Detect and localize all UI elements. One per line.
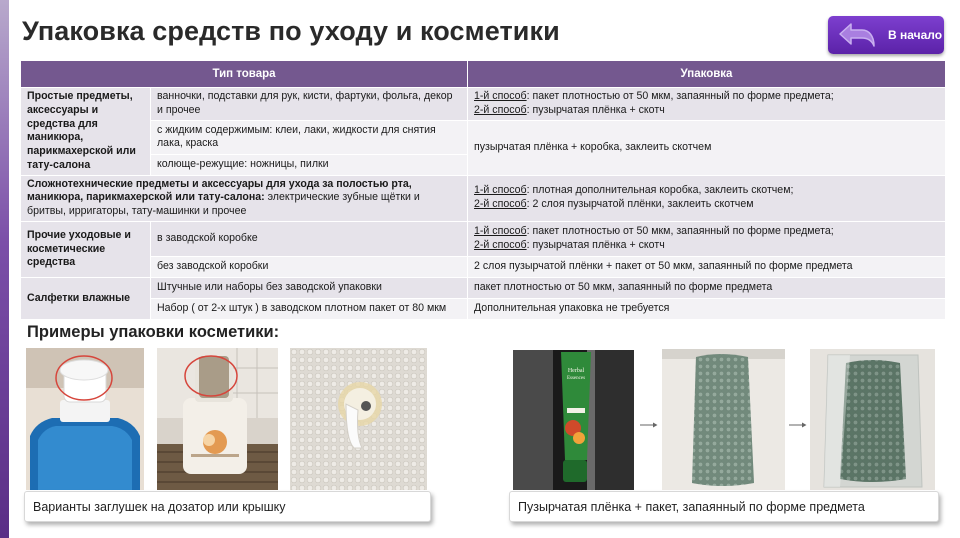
packaging-cell [468,221,946,256]
packaging-table [20,60,946,320]
subtype-cell: колюще-режущие: ножницы, пилки [151,154,468,175]
method-text: : пузырчатая плёнка + скотч [526,104,665,116]
caption-left: Варианты заглушек на дозатор или крышку [24,491,431,522]
table-row [21,221,946,256]
method-label: 1-й способ [474,184,527,197]
packaging-cell [468,175,946,221]
category-bold: Сложнотехнические предметы и аксессуары для ухода за полостью рта, маникюра, парикмахерской или тату-салона: [27,177,412,204]
header-packaging: Упаковка [468,61,946,88]
photo-tube [513,350,634,490]
packaging-cell: пакет плотностью от 50 мкм, запаянный по форме предмета [468,277,946,298]
table-row [21,277,946,298]
page-title: Упаковка средств по уходу и косметики [22,16,560,46]
photo-tube-bubble-wrap [662,349,785,490]
method-label: 1-й способ [474,90,527,103]
subtype-cell: в заводской коробке [151,221,468,256]
subtype-cell: Набор ( от 2-х штук ) в заводском плотном пакет от 80 мкм [151,298,468,319]
subtype-cell: ванночки, подставки для рук, кисти, фартуки, фольга, декор и прочее [151,88,468,121]
category-cell: Салфетки влажные [21,277,151,319]
subtype-cell: с жидким содержимым: клеи, лаки, жидкости для снятия лака, краска [151,121,468,155]
table-row [21,88,946,121]
method-label: 2-й способ [474,198,527,211]
arrow-right-icon [640,422,658,428]
category-cell: Прочие уходовые и косметические средства [21,221,151,277]
table-row [21,256,946,277]
back-arrow-icon [836,20,878,50]
method-text: : пакет плотностью от 50 мкм, запаянный по форме предмета; [526,225,834,238]
caption-right: Пузырчатая плёнка + пакет, запаянный по форме предмета [509,491,939,522]
table-header-row [21,61,946,88]
home-button-label: В начало [888,28,943,42]
method-text: : пузырчатая плёнка + скотч [526,238,665,251]
table-row [21,175,946,221]
home-button[interactable] [828,16,944,54]
examples-title: Примеры упаковки косметики: [27,323,280,341]
tube-brand-logo: Herbal [567,368,585,374]
tube-brand-logo-2: Essences [566,376,586,381]
method-label: 1-й способ [474,225,527,238]
subtype-cell: Штучные или наборы без заводской упаковки [151,277,468,298]
method-label: 2-й способ [474,238,527,251]
packaging-cell: Дополнительная упаковка не требуется [468,298,946,319]
method-text: : пакет плотностью от 50 мкм, запаянный по форме предмета; [526,90,834,103]
packaging-cell: пузырчатая плёнка + коробка, заклеить скотчем [468,121,946,176]
method-label: 2-й способ [474,104,527,116]
header-product-type: Тип товара [21,61,468,88]
subtype-cell: без заводской коробки [151,256,468,277]
left-accent-bar [0,0,9,538]
method-text: : плотная дополнительная коробка, заклеить скотчем; [526,184,794,197]
category-cell [21,175,468,221]
photo-bottle-cap [157,348,278,490]
packaging-cell: 2 слоя пузырчатой плёнки + пакет от 50 мкм, запаянный по форме предмета [468,256,946,277]
arrow-right-icon-2 [789,422,807,428]
table-row [21,298,946,319]
table-row [21,121,946,155]
category-cell: Простые предметы, аксессуары и средства для маникюра, парикмахерской или тату-салона [21,88,151,176]
photo-dispenser-cap [26,348,144,490]
photo-tube-sealed-bag [810,349,935,490]
category-rest: электрические зубные щётки и бритвы, ирригаторы, тату-машинки и прочее [27,191,420,218]
method-text: : 2 слоя пузырчатой плёнки, заклеить скотчем [526,198,754,211]
packaging-cell [468,88,946,121]
photo-bubble-wrap-item [290,348,427,490]
